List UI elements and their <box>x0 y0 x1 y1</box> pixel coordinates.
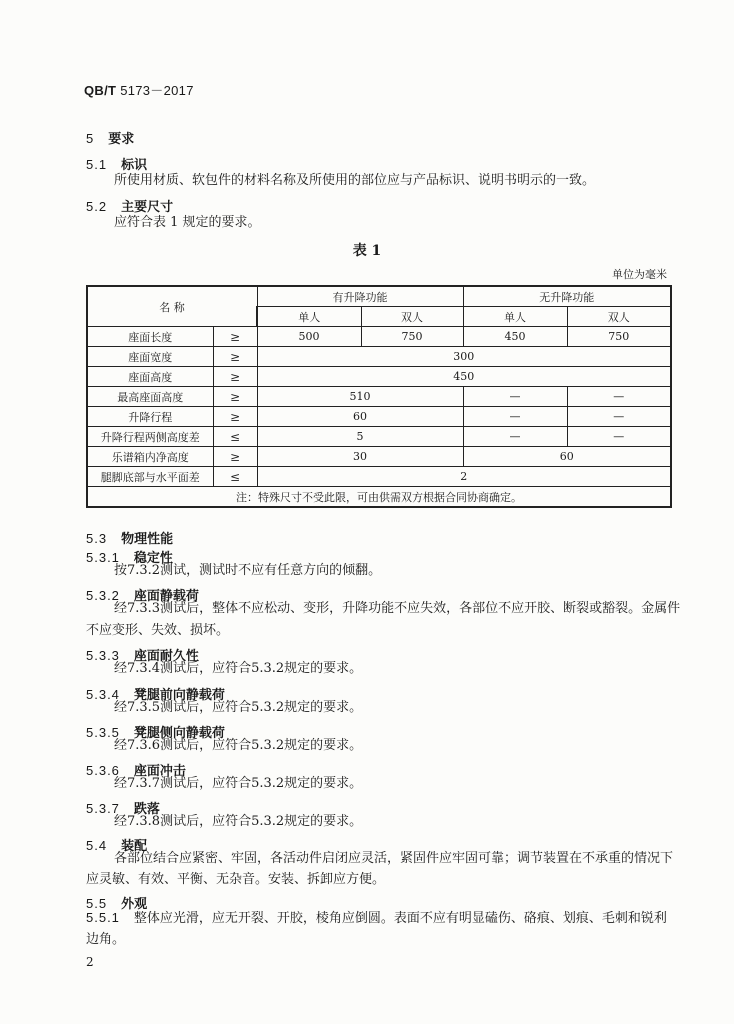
section-5-3-2-text-line2: 不应变形、失效、损坏。 <box>86 623 230 638</box>
section-number: 5.5.1 <box>86 910 120 925</box>
standard-code <box>84 80 194 99</box>
cell-value: 2 <box>257 467 671 487</box>
section-number: 5.3.2 <box>86 588 120 603</box>
table-header-row <box>87 286 671 307</box>
row-symbol: ≥ <box>213 387 257 407</box>
column-header-name: 名 称 <box>87 286 257 327</box>
section-title: 物理性能 <box>121 532 174 547</box>
column-group-lift: 有升降功能 <box>257 286 463 307</box>
table-caption: 表 1 <box>352 243 382 259</box>
cell-value: 60 <box>257 407 463 427</box>
dimension-table <box>86 285 672 508</box>
section-number: 5 <box>86 131 95 146</box>
section-number: 5.3.3 <box>86 648 120 663</box>
row-symbol: ≤ <box>213 467 257 487</box>
section-number: 5.3 <box>86 531 108 546</box>
section-number: 5.3.4 <box>86 687 120 702</box>
section-5-5-1-text: 整体应光滑，应无开裂、开胶，棱角应倒圆。表面不应有明显磕伤、硌痕、划痕、毛刺和锐利 <box>133 911 667 926</box>
row-name: 座面高度 <box>87 367 213 387</box>
table-note: 注：特殊尺寸不受此限，可由供需双方根据合同协商确定。 <box>87 487 671 508</box>
section-title: 主要尺寸 <box>121 200 174 215</box>
cell-value: 450 <box>257 367 671 387</box>
row-symbol: ≥ <box>213 407 257 427</box>
section-number: 5.3.7 <box>86 801 120 816</box>
standard-code-prefix: QB/T <box>84 83 117 98</box>
section-5-3-7-text: 经7.3.8测试后，应符合5.3.2规定的要求。 <box>114 814 363 829</box>
row-name: 座面宽度 <box>87 347 213 367</box>
section-title: 标识 <box>121 158 148 173</box>
section-number: 5.4 <box>86 838 108 853</box>
table-row <box>87 447 671 467</box>
section-5-5-1-text-line1 <box>86 907 667 930</box>
cell-value: 60 <box>463 447 671 467</box>
row-name: 座面长度 <box>87 327 213 347</box>
section-5-3-1-text: 按7.3.2测试，测试时不应有任意方向的倾翻。 <box>114 563 382 578</box>
cell-value: 750 <box>567 327 671 347</box>
cell-value: 30 <box>257 447 463 467</box>
section-title: 座面静载荷 <box>133 589 199 604</box>
cell-value: — <box>567 427 671 447</box>
section-title: 座面冲击 <box>133 764 186 779</box>
section-number: 5.3.1 <box>86 550 120 565</box>
row-symbol: ≥ <box>213 327 257 347</box>
section-5-heading <box>86 128 134 147</box>
column-header-single: 单人 <box>257 307 361 327</box>
table-row <box>87 347 671 367</box>
cell-value: — <box>463 427 567 447</box>
section-number: 5.5 <box>86 896 108 911</box>
table-row <box>87 407 671 427</box>
table-row <box>87 387 671 407</box>
cell-value: 500 <box>257 327 361 347</box>
section-title: 凳腿前向静载荷 <box>133 688 225 703</box>
row-symbol: ≥ <box>213 347 257 367</box>
section-5-3-4-text: 经7.3.5测试后，应符合5.3.2规定的要求。 <box>114 700 363 715</box>
section-title: 外观 <box>121 897 148 912</box>
table-row <box>87 427 671 447</box>
section-5-3-3-text: 经7.3.4测试后，应符合5.3.2规定的要求。 <box>114 661 363 676</box>
cell-value: 300 <box>257 347 671 367</box>
section-5-4-text-line2: 应灵敏、有效、平衡、无杂音。安装、拆卸应方便。 <box>86 872 386 887</box>
section-title: 座面耐久性 <box>133 649 199 664</box>
section-title: 稳定性 <box>133 551 173 566</box>
section-5-2-text: 应符合表 1 规定的要求。 <box>114 215 261 230</box>
row-symbol: ≥ <box>213 447 257 467</box>
section-5-3-5-text: 经7.3.6测试后，应符合5.3.2规定的要求。 <box>114 738 363 753</box>
section-title: 装配 <box>121 839 148 854</box>
column-group-nolift: 无升降功能 <box>463 286 671 307</box>
row-symbol: ≤ <box>213 427 257 447</box>
standard-code-number: 5173－2017 <box>120 83 194 98</box>
cell-value: 510 <box>257 387 463 407</box>
section-5-1-text: 所使用材质、软包件的材料名称及所使用的部位应与产品标识、说明书明示的一致。 <box>114 173 596 188</box>
row-name: 乐谱箱内净高度 <box>87 447 213 467</box>
section-5-5-1-text-line2: 边角。 <box>86 932 126 947</box>
section-5-3-2-text-line1: 经7.3.3测试后，整体不应松动、变形，升降功能不应失效，各部位不应开胶、断裂或豁裂。金属件 <box>114 601 681 616</box>
table-row <box>87 327 671 347</box>
column-header-single: 单人 <box>463 307 567 327</box>
section-number: 5.3.5 <box>86 725 120 740</box>
column-header-double: 双人 <box>567 307 671 327</box>
section-number: 5.3.6 <box>86 763 120 778</box>
section-title: 跌落 <box>133 802 160 817</box>
section-title: 凳腿侧向静载荷 <box>133 726 225 741</box>
row-name: 升降行程 <box>87 407 213 427</box>
section-number: 5.1 <box>86 157 108 172</box>
section-title: 要求 <box>108 132 135 147</box>
section-5-4-text-line1: 各部位结合应紧密、牢固，各活动件启闭应灵活，紧固件应牢固可靠；调节装置在不承重的情况下 <box>114 851 674 866</box>
cell-value: — <box>567 407 671 427</box>
column-header-double: 双人 <box>361 307 463 327</box>
page-number: 2 <box>86 955 94 969</box>
row-name: 升降行程两侧高度差 <box>87 427 213 447</box>
cell-value: — <box>567 387 671 407</box>
cell-value: 5 <box>257 427 463 447</box>
cell-value: 450 <box>463 327 567 347</box>
table-note-row <box>87 487 671 508</box>
section-5-3-heading <box>86 528 173 547</box>
section-number: 5.2 <box>86 199 108 214</box>
cell-value: — <box>463 407 567 427</box>
cell-value: — <box>463 387 567 407</box>
row-name: 腿脚底部与水平面差 <box>87 467 213 487</box>
row-name: 最高座面高度 <box>87 387 213 407</box>
table-row <box>87 467 671 487</box>
row-symbol: ≥ <box>213 367 257 387</box>
section-5-3-6-text: 经7.3.7测试后，应符合5.3.2规定的要求。 <box>114 776 363 791</box>
cell-value: 750 <box>361 327 463 347</box>
table-unit: 单位为毫米 <box>612 268 667 281</box>
table-row <box>87 367 671 387</box>
